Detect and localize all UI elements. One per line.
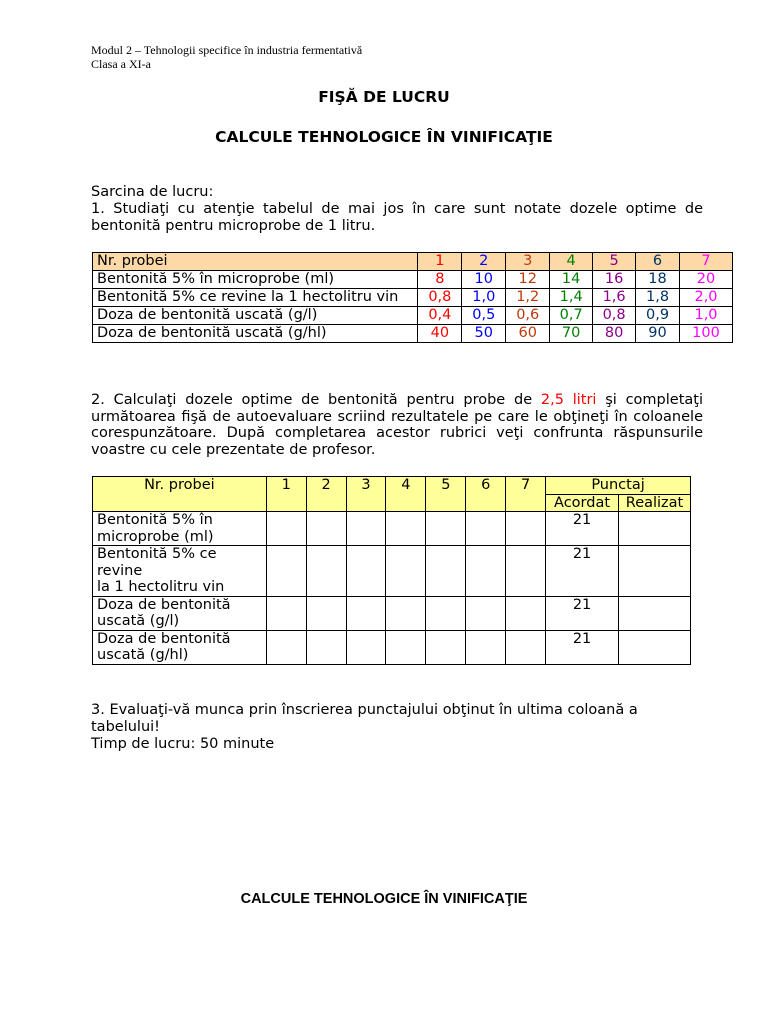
answer-cell[interactable]	[266, 546, 306, 597]
value-cell: 0,6	[506, 307, 550, 325]
answer-cell[interactable]	[266, 596, 306, 630]
value-cell: 80	[593, 325, 636, 343]
header-label-cell: Nr. probei	[93, 477, 267, 512]
header-punctaj-cell: Punctaj	[546, 477, 691, 495]
value-cell: 16	[593, 271, 636, 289]
volume-highlight: 2,5 litri	[540, 392, 597, 408]
bentonite-doses-table	[92, 252, 733, 343]
answer-cell[interactable]	[426, 546, 466, 597]
answer-cell[interactable]	[466, 596, 506, 630]
row-label-cell: Doza de bentonită uscată (g/l)	[93, 596, 267, 630]
header-sample-cell: 1	[418, 253, 462, 271]
header-sample-cell: 2	[462, 253, 506, 271]
value-cell: 70	[550, 325, 593, 343]
row-label-cell: Bentonită 5% ce revine la 1 hectolitru vin	[93, 289, 418, 307]
realizat-cell[interactable]	[619, 546, 691, 597]
time-limit: Timp de lucru: 50 minute	[91, 736, 275, 752]
value-cell: 12	[506, 271, 550, 289]
answer-cell[interactable]	[386, 630, 426, 664]
answer-cell[interactable]	[346, 630, 386, 664]
header-realizat-cell: Realizat	[619, 494, 691, 512]
row-label-cell: Bentonită 5% în microprobe (ml)	[93, 512, 267, 546]
value-cell: 1,6	[593, 289, 636, 307]
header-sample-cell: 7	[680, 253, 733, 271]
answer-cell[interactable]	[506, 512, 546, 546]
answer-cell[interactable]	[386, 596, 426, 630]
answer-cell[interactable]	[426, 512, 466, 546]
answer-cell[interactable]	[386, 512, 426, 546]
header-sample-cell: 6	[466, 477, 506, 512]
header-sample-cell: 5	[426, 477, 466, 512]
value-cell: 100	[680, 325, 733, 343]
task-heading: Sarcina de lucru:	[91, 184, 214, 200]
value-cell: 50	[462, 325, 506, 343]
answer-cell[interactable]	[346, 512, 386, 546]
value-cell: 1,4	[550, 289, 593, 307]
realizat-cell[interactable]	[619, 596, 691, 630]
table-row	[93, 307, 733, 325]
table-row	[93, 289, 733, 307]
answer-cell[interactable]	[306, 596, 346, 630]
answer-cell[interactable]	[506, 630, 546, 664]
row-label-cell: Doza de bentonită uscată (g/l)	[93, 307, 418, 325]
value-cell: 0,7	[550, 307, 593, 325]
table-row	[93, 271, 733, 289]
value-cell: 0,4	[418, 307, 462, 325]
value-cell: 10	[462, 271, 506, 289]
header-acordat-cell: Acordat	[546, 494, 619, 512]
answer-cell[interactable]	[506, 546, 546, 597]
task-item-3: 3. Evaluaţi-vă munca prin înscrierea punctajului obţinut în ultima coloană a tabelului!	[91, 702, 638, 735]
task-item-2: 2. Calculaţi dozele optime de bentonită pentru probe de 2,5 litri şi completaţi următoarea fişă de autoevaluare scriind rezultatele pe care le obţineţi în coloanele corespunzătoare. După completarea acestor rubrici veţi confrunta răspunsurile voastre cu cele prezentate de profesor.	[91, 392, 703, 458]
value-cell: 18	[636, 271, 680, 289]
row-label-cell: Bentonită 5% în microprobe (ml)	[93, 271, 418, 289]
value-cell: 1,0	[680, 307, 733, 325]
answer-cell[interactable]	[266, 512, 306, 546]
value-cell: 40	[418, 325, 462, 343]
table-row	[93, 630, 691, 664]
worksheet-title: FIŞĂ DE LUCRU	[318, 88, 450, 106]
row-label-cell: Doza de bentonită uscată (g/hl)	[93, 325, 418, 343]
answer-cell[interactable]	[346, 546, 386, 597]
answer-cell[interactable]	[266, 630, 306, 664]
header-sample-cell: 3	[346, 477, 386, 512]
class-header: Clasa a XI-a	[91, 57, 151, 71]
header-sample-cell: 1	[266, 477, 306, 512]
header-sample-cell: 6	[636, 253, 680, 271]
bottom-title: CALCULE TEHNOLOGICE ÎN VINIFICAŢIE	[240, 891, 528, 907]
answer-cell[interactable]	[466, 546, 506, 597]
value-cell: 8	[418, 271, 462, 289]
header-sample-cell: 7	[506, 477, 546, 512]
value-cell: 0,5	[462, 307, 506, 325]
table-header-row	[93, 477, 691, 495]
worksheet-subtitle: CALCULE TEHNOLOGICE ÎN VINIFICAŢIE	[215, 128, 553, 146]
header-sample-cell: 3	[506, 253, 550, 271]
value-cell: 1,0	[462, 289, 506, 307]
header-label-cell: Nr. probei	[93, 253, 418, 271]
answer-cell[interactable]	[426, 596, 466, 630]
header-sample-cell: 4	[550, 253, 593, 271]
value-cell: 0,9	[636, 307, 680, 325]
table-row	[93, 512, 691, 546]
value-cell: 1,2	[506, 289, 550, 307]
row-label-cell: Doza de bentonită uscată (g/hl)	[93, 630, 267, 664]
acordat-cell: 21	[546, 546, 619, 597]
answer-cell[interactable]	[506, 596, 546, 630]
answer-cell[interactable]	[306, 630, 346, 664]
answer-cell[interactable]	[466, 512, 506, 546]
acordat-cell: 21	[546, 512, 619, 546]
value-cell: 60	[506, 325, 550, 343]
self-assessment-table	[92, 476, 691, 665]
header-sample-cell: 2	[306, 477, 346, 512]
answer-cell[interactable]	[306, 546, 346, 597]
value-cell: 0,8	[418, 289, 462, 307]
header-sample-cell: 5	[593, 253, 636, 271]
realizat-cell[interactable]	[619, 512, 691, 546]
row-label-cell: Bentonită 5% ce revine la 1 hectolitru vin	[93, 546, 267, 597]
acordat-cell: 21	[546, 596, 619, 630]
answer-cell[interactable]	[306, 512, 346, 546]
header-sample-cell: 4	[386, 477, 426, 512]
table-header-row	[93, 253, 733, 271]
table-row	[93, 546, 691, 597]
table-row	[93, 325, 733, 343]
task-item-1: 1. Studiaţi cu atenţie tabelul de mai jos în care sunt notate dozele optime de bentonită pentru microprobe de 1 litru.	[91, 201, 703, 234]
answer-cell[interactable]	[386, 546, 426, 597]
value-cell: 14	[550, 271, 593, 289]
acordat-cell: 21	[546, 630, 619, 664]
module-header: Modul 2 – Tehnologii specifice în industria fermentativă	[91, 43, 363, 57]
answer-cell[interactable]	[426, 630, 466, 664]
value-cell: 0,8	[593, 307, 636, 325]
table-row	[93, 596, 691, 630]
value-cell: 2,0	[680, 289, 733, 307]
value-cell: 90	[636, 325, 680, 343]
realizat-cell[interactable]	[619, 630, 691, 664]
value-cell: 1,8	[636, 289, 680, 307]
answer-cell[interactable]	[346, 596, 386, 630]
answer-cell[interactable]	[466, 630, 506, 664]
value-cell: 20	[680, 271, 733, 289]
